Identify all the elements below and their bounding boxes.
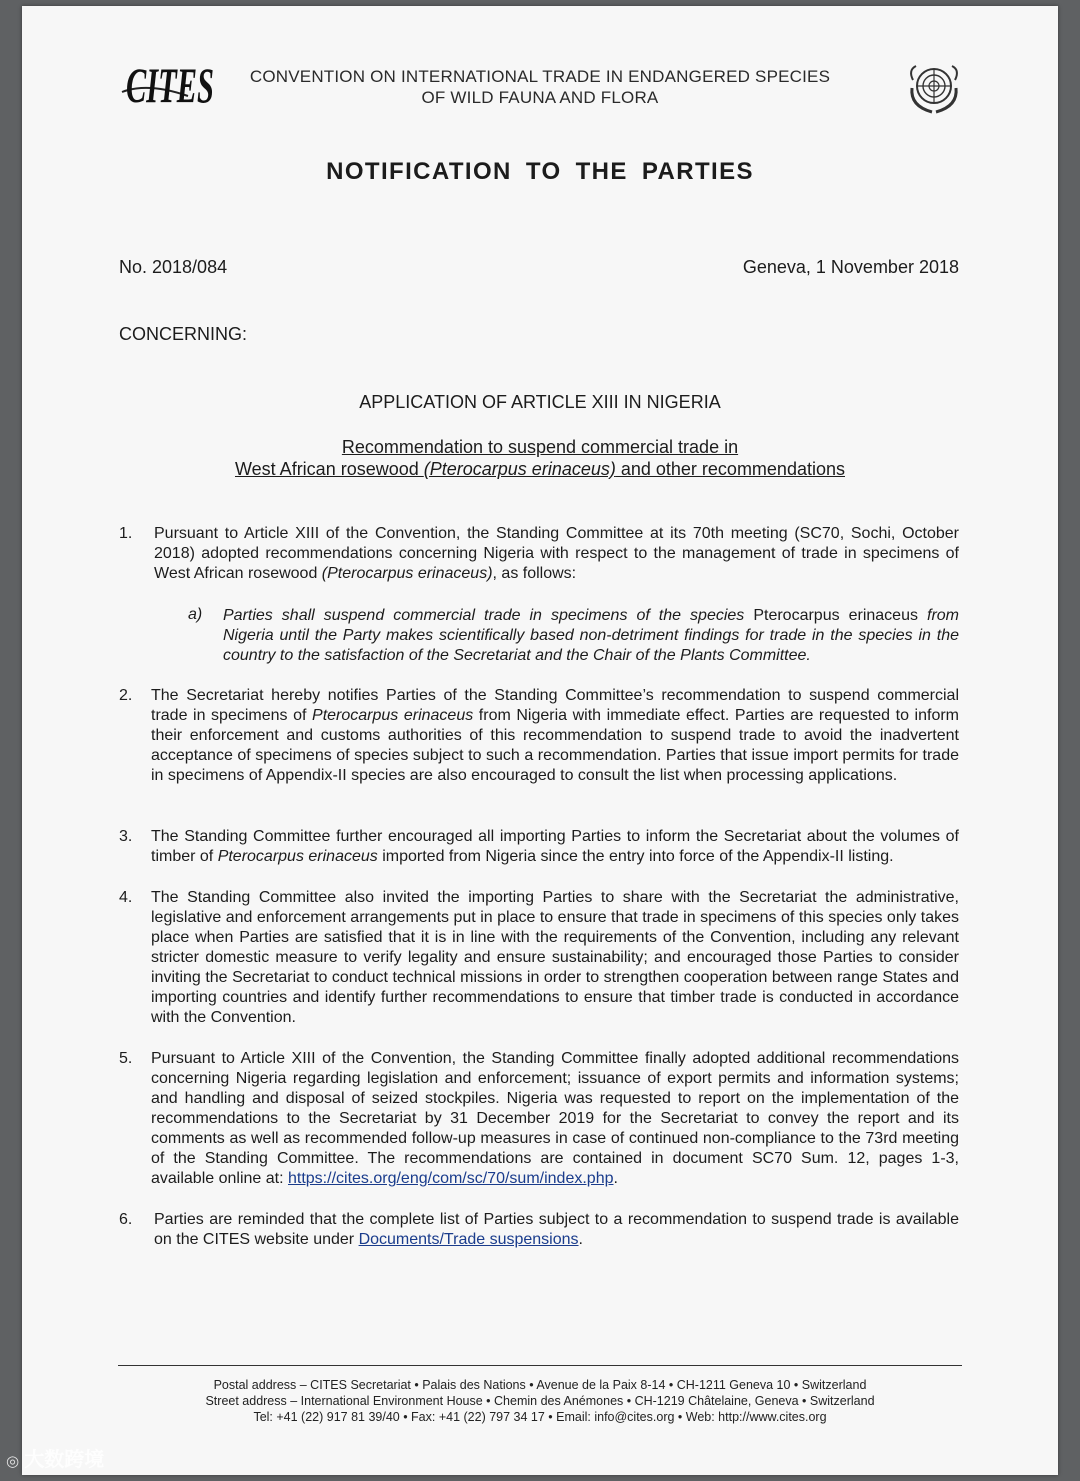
paragraph-text: Parties shall suspend commercial trade in specimens of the species (223, 607, 754, 624)
org-line-1: CONVENTION ON INTERNATIONAL TRADE IN ENDANGERED SPECIES (249, 67, 831, 86)
species-name: Pterocarpus erinaceus (312, 707, 474, 724)
paragraph-text: The Standing Committee further encouraged all importing Parties to inform the Secretariat about the volumes of timber of (151, 828, 959, 865)
paragraph-number: 1. (119, 525, 133, 542)
concerning-label: CONCERNING: (119, 324, 248, 344)
species-name: (Pterocarpus erinaceus) (321, 565, 493, 582)
org-line-2: OF WILD FAUNA AND FLORA (421, 88, 659, 107)
paragraph-5 (151, 1049, 959, 1189)
footer-divider (118, 1365, 962, 1366)
postal-address: Postal address – CITES Secretariat • Palais des Nations • Avenue de la Paix 8-14 • CH-1211 Geneva 10 • Switzerland (213, 1378, 867, 1392)
paragraph-number: 5. (119, 1050, 133, 1067)
organization-name (230, 66, 850, 108)
paragraph-text: . (613, 1170, 618, 1187)
notification-date: Geneva, 1 November 2018 (742, 257, 959, 277)
sc70-summary-link[interactable]: https://cites.org/eng/com/sc/70/sum/index.php (287, 1170, 614, 1187)
paragraph-text: , as follows: (492, 565, 577, 582)
cites-logo (118, 52, 218, 116)
paragraph-text: Pursuant to Article XIII of the Convention, the Standing Committee finally adopted additional recommendations concerning Nigeria regarding legislation and enforcement; issuance of export permits and information systems; and handling and disposal of seized stockpiles. Nigeria was requested to report on the implementation of the recommendations to the Secretariat by 31 December 2019 for the Secretariat to convey the report and its comments as well as recommended follow-up measures in case of continued non-compliance to the 73rd meeting of the Standing Committee. The recommendations are contained in document SC70 Sum. 12, pages 1-3, available online at: (151, 1050, 959, 1187)
paragraph-2 (151, 686, 959, 786)
paragraph-text: from Nigeria with immediate effect. Parties are requested to inform their enforcement and customs authorities of this recommendation to suspend trade to avoid the inadvertent acceptance of specimens of species subject to such a recommendation. Parties that issue import permits for trade in specimens of Appendix-II species are also encouraged to consult the list when processing applications. (151, 707, 960, 784)
subparagraph-label: a) (188, 606, 203, 623)
paragraph-number: 6. (119, 1211, 133, 1228)
un-emblem-icon (904, 58, 964, 118)
notification-number: No. 2018/084 (119, 257, 228, 277)
cites-logo-text: CITES (126, 57, 214, 113)
paragraph-text: Parties are reminded that the complete list of Parties subject to a recommendation to suspend trade is available on the CITES website under (154, 1211, 959, 1248)
contact-info: Tel: +41 (22) 917 81 39/40 • Fax: +41 (22) 797 34 17 • Email: info@cites.org • Web: http://www.cites.org (253, 1410, 827, 1424)
page-title: NOTIFICATION TO THE PARTIES (326, 158, 754, 185)
paragraph-text: from Nigeria until the Party makes scientifically based non-detriment findings for trade in the species in the country to the satisfaction of the Secretariat and the Chair of the Plants Committee. (223, 607, 959, 664)
paragraph-3 (151, 827, 959, 867)
subparagraph-a (223, 606, 959, 666)
subtitle-text: West African rosewood (235, 459, 424, 479)
subtitle-text: and other recommendations (615, 459, 845, 479)
watermark-text: 大数跨境 (24, 1447, 105, 1471)
paragraph-text: Pursuant to Article XIII of the Convention, the Standing Committee at its 70th meeting (SC70, Sochi, October 2018) adopted recommendations concerning Nigeria with respect to the management of trade in specimens of West African rosewood (154, 525, 959, 582)
subject-subtitle (0, 436, 1080, 480)
footer-address (0, 1377, 1080, 1425)
paragraph-6 (154, 1210, 959, 1250)
paragraph-text: imported from Nigeria since the entry into force of the Appendix-II listing. (377, 848, 894, 865)
subtitle-line-1: Recommendation to suspend commercial trade in (341, 437, 739, 457)
subject-heading: APPLICATION OF ARTICLE XIII IN NIGERIA (359, 392, 721, 412)
species-name: Pterocarpus erinaceus (753, 607, 918, 624)
subtitle-line-2 (0, 458, 1080, 480)
street-address: Street address – International Environment House • Chemin des Anémones • CH-1219 Châtelaine, Geneva • Switzerland (205, 1394, 875, 1408)
paragraph-number: 4. (119, 889, 133, 906)
paragraph-1 (154, 524, 959, 584)
species-name: (Pterocarpus erinaceus) (423, 459, 616, 479)
paragraph-number: 2. (119, 687, 133, 704)
paragraph-4: The Standing Committee also invited the importing Parties to share with the Secretariat the administrative, legislative and enforcement arrangements put in place to ensure that trade in specimens of this species only takes place when Parties are satisfied that it is in line with the requirements of the Convention, including any relevant stricter domestic measure to verify legality and ensure sustainability; and encouraged those Parties to consider inviting the Secretariat to conduct technical missions in order to strengthen cooperation between range States and importing countries and identify further recommendations to ensure that timber trade is conducted in accordance with the Convention. (151, 889, 959, 1026)
watermark: ◎ 大数跨境 (6, 1447, 105, 1471)
species-name: Pterocarpus erinaceus (217, 848, 378, 865)
paragraph-text: The Secretariat hereby notifies Parties of the Standing Committee’s recommendation to suspend commercial trade in specimens of (151, 687, 959, 724)
paragraph-number: 3. (119, 828, 133, 845)
trade-suspensions-link[interactable]: Documents/Trade suspensions (358, 1231, 579, 1248)
paragraph-text: . (578, 1231, 583, 1248)
